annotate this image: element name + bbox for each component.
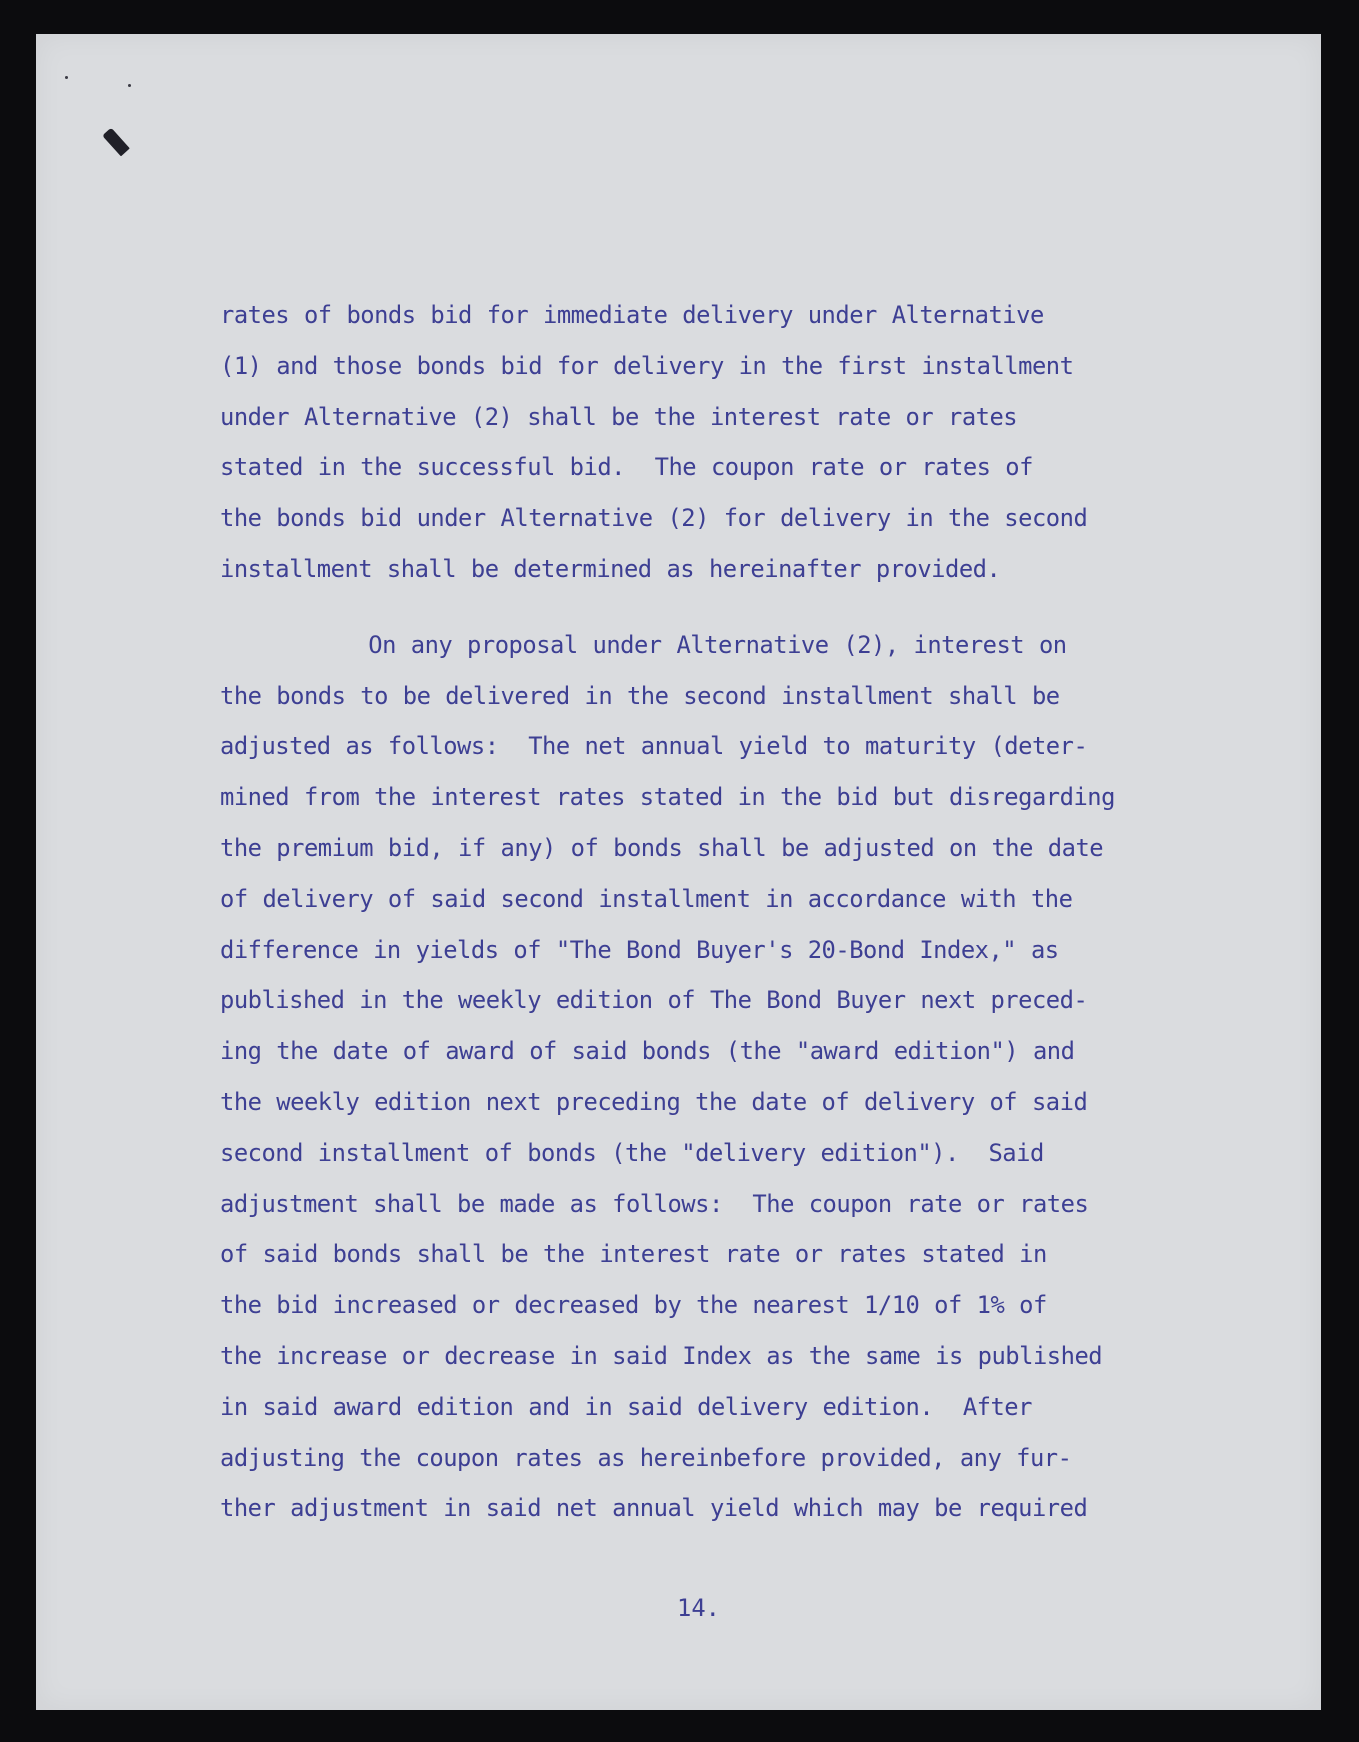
text-line: difference in yields of "The Bond Buyer's 20-Bond Index," as bbox=[220, 935, 1059, 964]
text-line: rates of bonds bid for immediate delivery under Alternative bbox=[220, 301, 1044, 329]
text-line: mined from the interest rates stated in the bid but disregarding bbox=[220, 783, 1115, 812]
ink-smudge-mark bbox=[102, 128, 130, 157]
text-line: of said bonds shall be the interest rate or rates stated in bbox=[220, 1240, 1047, 1269]
text-line: On any proposal under Alternative (2), interest on bbox=[220, 630, 1067, 659]
text-line: under Alternative (2) shall be the interest rate or rates bbox=[220, 402, 1018, 431]
text-line: the bonds bid under Alternative (2) for delivery in the second bbox=[220, 504, 1088, 533]
paper-speck bbox=[128, 84, 131, 87]
text-line: the bonds to be delivered in the second installment shall be bbox=[220, 681, 1060, 710]
text-line: ing the date of award of said bonds (the "award edition") and bbox=[220, 1037, 1075, 1066]
text-line: the weekly edition next preceding the date of delivery of said bbox=[220, 1087, 1088, 1116]
document-body bbox=[220, 290, 1260, 1534]
text-line: of delivery of said second installment in accordance with the bbox=[220, 884, 1073, 913]
document-page bbox=[36, 34, 1321, 1710]
page-number: 14. bbox=[677, 1594, 720, 1622]
paragraph-2 bbox=[220, 620, 1260, 1534]
text-line: the bid increased or decreased by the nearest 1/10 of 1% of bbox=[220, 1291, 1047, 1320]
text-line: in said award edition and in said delivery edition. After bbox=[220, 1392, 1032, 1421]
text-line: adjusted as follows: The net annual yield to maturity (deter- bbox=[220, 732, 1088, 761]
paragraph-spacer bbox=[220, 595, 1260, 620]
text-line: ther adjustment in said net annual yield which may be required bbox=[220, 1494, 1088, 1523]
text-line: published in the weekly edition of The Bond Buyer next preced- bbox=[220, 986, 1088, 1015]
paper-speck bbox=[65, 76, 68, 79]
text-line: the increase or decrease in said Index as the same is published bbox=[220, 1341, 1103, 1370]
text-line: stated in the successful bid. The coupon rate or rates of bbox=[220, 453, 1033, 482]
text-line: adjusting the coupon rates as hereinbefore provided, any fur- bbox=[220, 1443, 1072, 1472]
text-line: adjustment shall be made as follows: The coupon rate or rates bbox=[220, 1189, 1089, 1218]
text-line: the premium bid, if any) of bonds shall be adjusted on the date bbox=[220, 833, 1104, 862]
text-line: (1) and those bonds bid for delivery in the first installment bbox=[220, 351, 1074, 380]
paragraph-1 bbox=[220, 290, 1260, 595]
text-line: second installment of bonds (the "delivery edition"). Said bbox=[220, 1138, 1044, 1167]
text-line: installment shall be determined as hereinafter provided. bbox=[220, 554, 1001, 583]
